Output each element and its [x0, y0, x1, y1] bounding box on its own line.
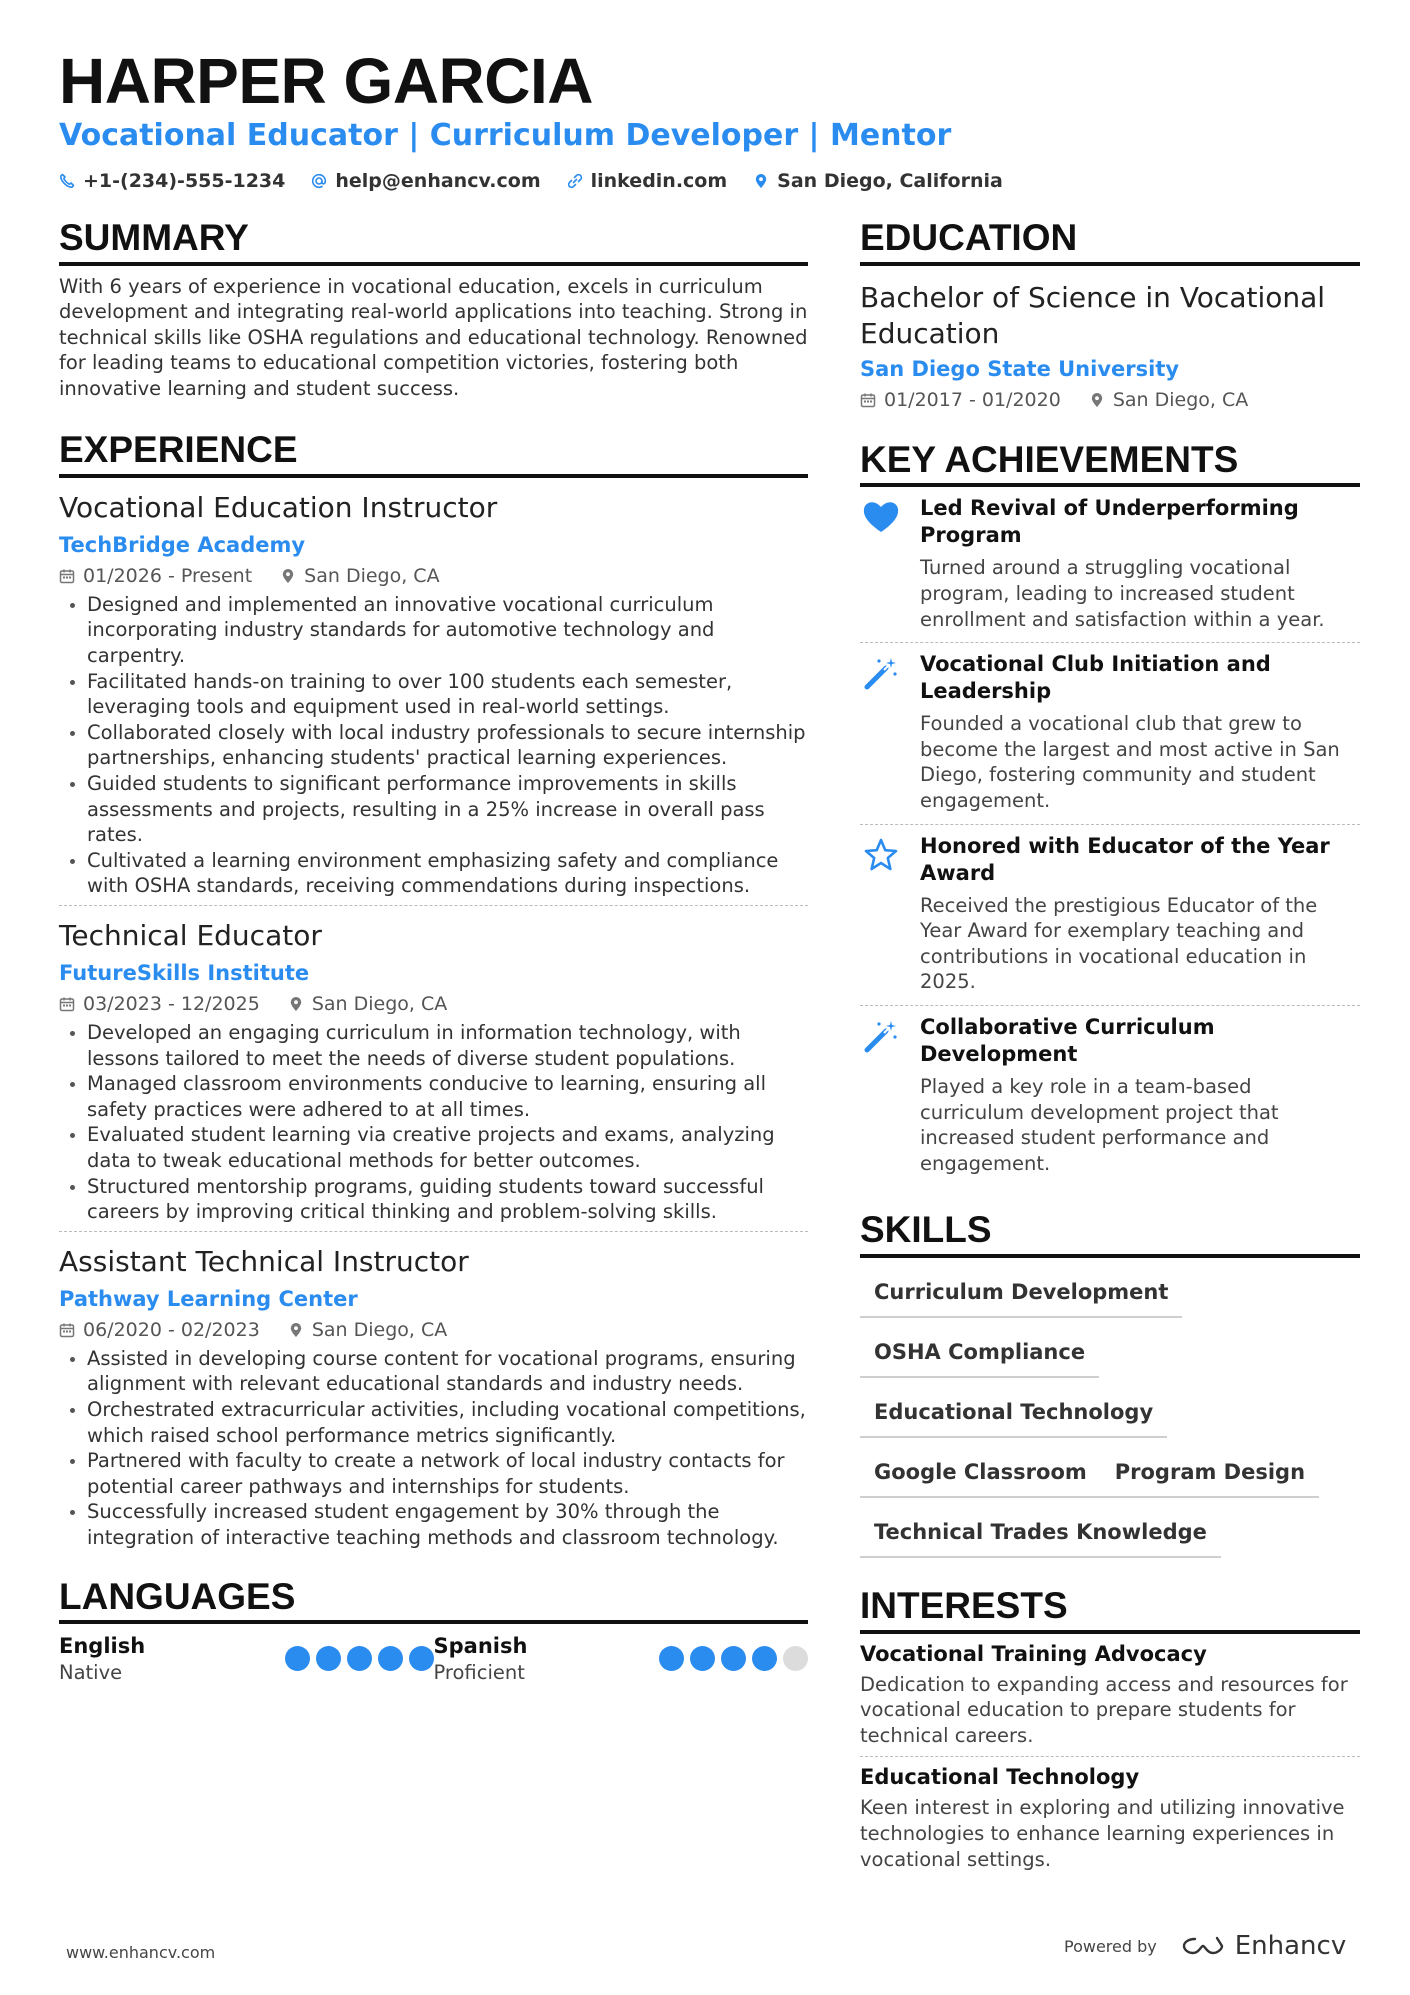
bullet-item: Successfully increased student engagement by 30% through the integration of interactive teaching methods and classroom technology.: [59, 1499, 808, 1550]
bullet-item: Guided students to significant performance improvements in skills assessments and projects, resulting in a 25% increase in overall pass rates.: [59, 771, 808, 848]
language-name: Spanish: [433, 1634, 528, 1659]
rating-dot-filled: [378, 1646, 403, 1671]
job-dates-text: 06/2020 - 02/2023: [83, 1318, 260, 1341]
degree-title: Bachelor of Science in Vocational Education: [860, 280, 1326, 350]
link-icon: [567, 173, 583, 189]
interest-desc: Keen interest in exploring and utilizing innovative technologies to enhance learning experiences in vocational settings.: [860, 1796, 1345, 1871]
skill-tag: Google Classroom: [860, 1444, 1101, 1498]
education-location: [1089, 386, 1248, 414]
brand-logo[interactable]: [1181, 1931, 1346, 1961]
achievement-item: [860, 643, 1360, 824]
experience-heading: EXPERIENCE: [59, 430, 808, 478]
powered-by-label: Powered by: [1064, 1936, 1157, 1956]
candidate-title: Vocational Educator | Curriculum Developer | Mentor: [59, 118, 952, 153]
skills-heading: SKILLS: [860, 1210, 1360, 1258]
achievement-desc: Turned around a struggling vocational program, leading to increased student enrollment and satisfaction within a year.: [920, 556, 1325, 631]
bullet-item: Assisted in developing course content for vocational programs, ensuring alignment with relevant educational standards and industry needs.: [59, 1346, 808, 1397]
achievement-item: [860, 487, 1360, 643]
skill-tag: Technical Trades Knowledge: [860, 1504, 1221, 1558]
footer-website[interactable]: www.enhancv.com: [66, 1943, 216, 1962]
job-dates: [59, 1316, 260, 1344]
summary-heading: SUMMARY: [59, 218, 808, 266]
achievements-heading: KEY ACHIEVEMENTS: [860, 440, 1360, 488]
job-dates: [59, 562, 252, 590]
job-entry: [59, 1232, 808, 1551]
skills-section: [860, 1210, 1360, 1564]
bullet-item: Managed classroom environments conducive to learning, ensuring all safety practices were adhered to at all times.: [59, 1071, 808, 1122]
languages-section: [59, 1577, 808, 1687]
company-name: FutureSkills Institute: [59, 961, 310, 985]
education-dates-text: 01/2017 - 01/2020: [884, 388, 1061, 411]
interests-section: [860, 1586, 1360, 1880]
achievement-title: Honored with Educator of the Year Award: [920, 833, 1330, 885]
achievement-item: [860, 1006, 1360, 1186]
rating-dot-filled: [659, 1646, 684, 1671]
interest-desc: Dedication to expanding access and resources for vocational education to prepare students for technical careers.: [860, 1672, 1348, 1747]
magic-wand-icon: [862, 655, 900, 691]
contact-bar: [59, 170, 1003, 192]
bullet-item: Evaluated student learning via creative projects and exams, analyzing data to tweak educational methods for better outcomes.: [59, 1122, 808, 1173]
language-rating: [285, 1646, 434, 1686]
location-pin-icon: [288, 1322, 304, 1338]
job-meta: [59, 562, 808, 590]
language-level: Proficient: [433, 1661, 525, 1685]
candidate-name: HARPER GARCIA: [59, 45, 593, 117]
job-location: [288, 1316, 447, 1344]
education-location-text: San Diego, CA: [1112, 388, 1249, 411]
achievements-section: [860, 440, 1360, 1187]
job-meta: [59, 1316, 808, 1344]
language-name: English: [59, 1634, 146, 1659]
phone-icon: [59, 173, 75, 189]
job-bullets: [59, 592, 808, 899]
school-name: San Diego State University: [860, 356, 1180, 381]
rating-dot-filled: [690, 1646, 715, 1671]
linkedin-text: linkedin.com: [590, 170, 728, 192]
achievement-desc: Played a key role in a team-based curriculum development project that increased student performance and engagement.: [920, 1074, 1279, 1175]
right-column: [860, 218, 1360, 1880]
rating-dot-filled: [752, 1646, 777, 1671]
left-column: [59, 218, 808, 1686]
enhancv-logo-icon: [1181, 1934, 1225, 1958]
education-meta: [860, 386, 1360, 414]
job-bullets: [59, 1020, 808, 1225]
skills-list: [860, 1264, 1360, 1564]
contact-location: [753, 170, 1003, 192]
contact-linkedin[interactable]: [567, 170, 728, 192]
bullet-item: Structured mentorship programs, guiding students toward successful careers by improving critical thinking and problem-solving skills.: [59, 1174, 808, 1225]
location-pin-icon: [753, 173, 769, 189]
interests-heading: INTERESTS: [860, 1586, 1360, 1634]
experience-section: [59, 430, 808, 1550]
job-entry: [59, 906, 808, 1232]
bullet-item: Collaborated closely with local industry professionals to secure internship partnerships, enhancing students' practical learning experiences.: [59, 720, 808, 771]
interest-item: [860, 1634, 1360, 1757]
location-pin-icon: [1089, 392, 1105, 408]
location-pin-icon: [280, 568, 296, 584]
bullet-item: Facilitated hands-on training to over 100 students each semester, leveraging tools and equipment used in real-world settings.: [59, 669, 808, 720]
languages-heading: LANGUAGES: [59, 1577, 808, 1625]
language-item: [434, 1632, 809, 1686]
rating-dot-filled: [721, 1646, 746, 1671]
heart-icon: [862, 499, 900, 535]
job-entry: [59, 478, 808, 906]
languages-list: [59, 1632, 808, 1686]
at-icon: [311, 173, 327, 189]
calendar-icon: [860, 392, 876, 408]
skill-tag: OSHA Compliance: [860, 1324, 1099, 1378]
skill-tag: Educational Technology: [860, 1384, 1167, 1438]
location-pin-icon: [288, 996, 304, 1012]
job-location-text: San Diego, CA: [304, 564, 440, 587]
language-level: Native: [59, 1661, 123, 1685]
job-dates-text: 03/2023 - 12/2025: [83, 993, 260, 1015]
language-rating: [659, 1646, 808, 1686]
rating-dot-filled: [316, 1646, 341, 1671]
location-text: San Diego, California: [777, 170, 1003, 192]
brand-name: Enhancv: [1234, 1931, 1347, 1961]
education-section: [860, 218, 1360, 414]
achievement-desc: Founded a vocational club that grew to become the largest and most active in San Diego, fostering community and student engagement.: [920, 712, 1340, 812]
achievement-title: Vocational Club Initiation and Leadership: [920, 652, 1271, 704]
job-meta: [59, 990, 808, 1018]
bullet-item: Partnered with faculty to create a network of local industry contacts for potential career pathways and internships for students.: [59, 1448, 808, 1499]
achievement-title: Led Revival of Underperforming Program: [920, 496, 1299, 548]
calendar-icon: [59, 996, 75, 1012]
rating-dot-filled: [409, 1646, 434, 1671]
job-location: [280, 562, 439, 590]
job-title: Assistant Technical Instructor: [59, 1244, 469, 1278]
rating-dot-filled: [347, 1646, 372, 1671]
education-heading: EDUCATION: [860, 218, 1360, 266]
job-location-text: San Diego, CA: [311, 1318, 448, 1341]
company-name: Pathway Learning Center: [59, 1286, 358, 1311]
bullet-item: Developed an engaging curriculum in information technology, with lessons tailored to meet the needs of diverse student populations.: [59, 1020, 808, 1071]
phone-text: +1-(234)-555-1234: [83, 170, 286, 192]
rating-dot-empty: [783, 1646, 808, 1671]
calendar-icon: [59, 1322, 75, 1338]
bullet-item: Orchestrated extracurricular activities, including vocational competitions, which raised school performance metrics significantly.: [59, 1397, 808, 1448]
footer-branding: [1064, 1931, 1346, 1961]
achievement-title: Collaborative Curriculum Development: [920, 1014, 1215, 1066]
contact-email[interactable]: [311, 170, 540, 192]
star-icon: [862, 837, 900, 873]
magic-wand-icon: [862, 1018, 900, 1054]
rating-dot-filled: [285, 1646, 310, 1671]
job-location-text: San Diego, CA: [311, 993, 448, 1015]
education-dates: [860, 386, 1061, 414]
interest-item: [860, 1756, 1360, 1880]
achievement-desc: Received the prestigious Educator of the Year Award for exemplary teaching and contributions in vocational education in 2025.: [920, 893, 1318, 994]
job-location: [288, 990, 447, 1018]
language-item: [59, 1632, 434, 1686]
job-bullets: [59, 1346, 808, 1551]
email-text: help@enhancv.com: [335, 170, 541, 192]
job-dates-text: 01/2026 - Present: [83, 564, 253, 587]
skill-tag: Curriculum Development: [860, 1264, 1182, 1318]
job-dates: [59, 990, 260, 1018]
company-name: TechBridge Academy: [59, 532, 306, 557]
interest-title: Educational Technology: [860, 1765, 1140, 1790]
job-title: Technical Educator: [59, 919, 322, 952]
bullet-item: Designed and implemented an innovative vocational curriculum incorporating industry standards for automotive technology and carpentry.: [59, 592, 808, 669]
bullet-item: Cultivated a learning environment emphasizing safety and compliance with OSHA standards, receiving commendations during inspections.: [59, 848, 808, 899]
skill-tag: Program Design: [1101, 1444, 1319, 1498]
calendar-icon: [59, 568, 75, 584]
achievement-item: [860, 825, 1360, 1006]
summary-text: With 6 years of experience in vocational education, excels in curriculum development and integrating real-world applications into teaching. Strong in technical skills like OSHA regulations and educational technology. Renowned for leading teams to educational competition victories, fostering both innovative learning and student success.: [59, 274, 808, 400]
job-title: Vocational Education Instructor: [59, 490, 498, 524]
summary-section: [59, 218, 808, 401]
contact-phone[interactable]: [59, 170, 285, 192]
interest-title: Vocational Training Advocacy: [860, 1641, 1207, 1666]
